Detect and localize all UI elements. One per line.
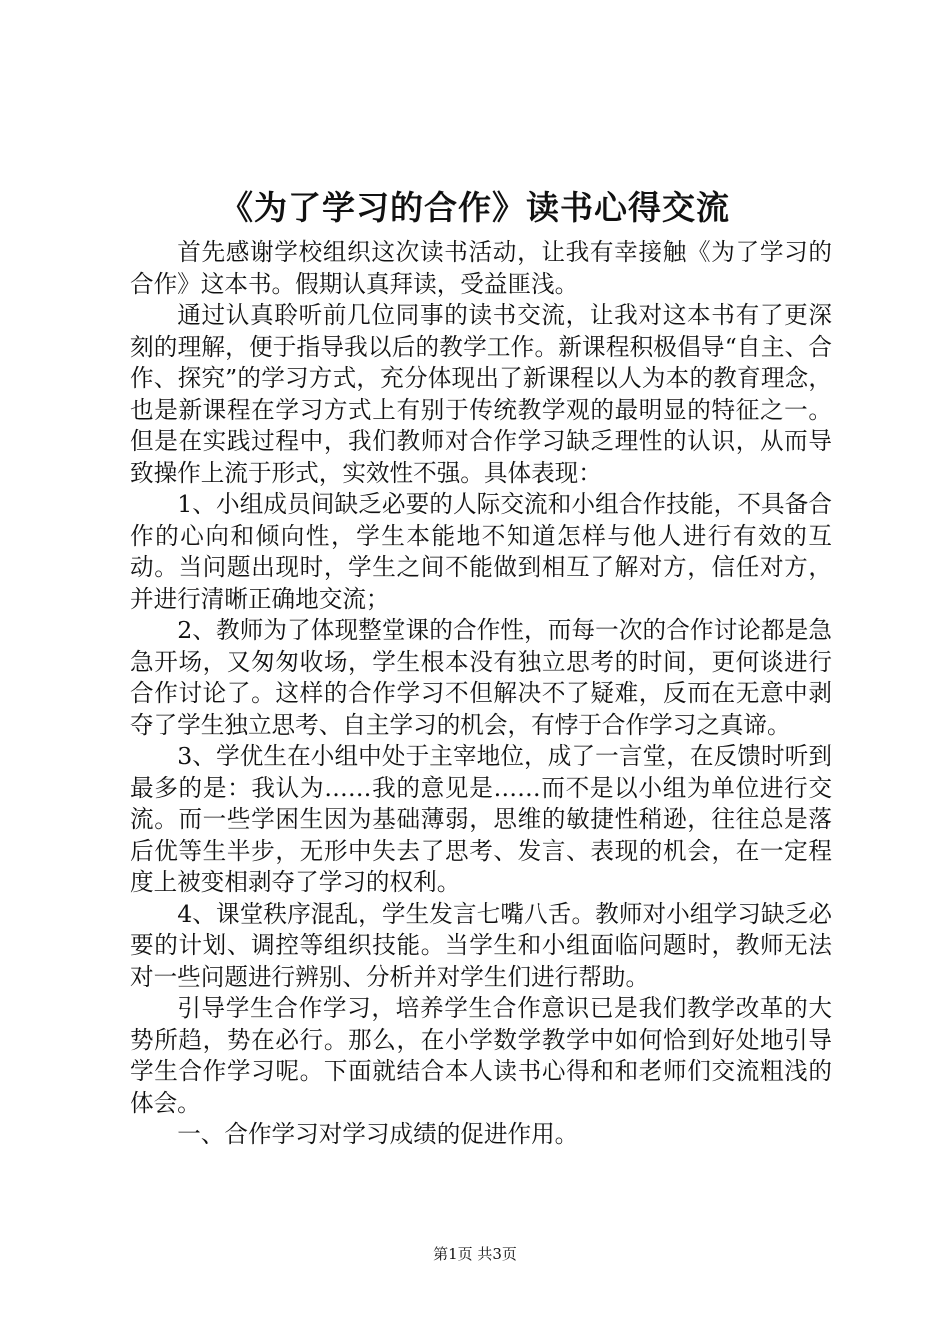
- paragraph: 3、学优生在小组中处于主宰地位，成了一言堂，在反馈时听到最多的是：我认为……我的意见是……而不是以小组为单位进行交流。而一些学困生因为基础薄弱，思维的敏捷性稍逊，往往总是落后优等生半步，无形中失去了思考、发言、表现的机会，在一定程度上被变相剥夺了学习的权利。: [130, 742, 832, 896]
- paragraph: 通过认真聆听前几位同事的读书交流，让我对这本书有了更深刻的理解，便于指导我以后的教学工作。新课程积极倡导“自主、合作、探究”的学习方式，充分体现出了新课程以人为本的教育理念，也是新课程在学习方式上有别于传统教学观的最明显的特征之一。但是在实践过程中，我们教师对合作学习缺乏理性的认识，从而导致操作上流于形式，实效性不强。具体表现：: [130, 301, 832, 487]
- document-title: 《为了学习的合作》读书心得交流: [220, 188, 730, 227]
- page-footer: 第1页 共3页: [433, 1245, 517, 1263]
- paragraph: 4、课堂秩序混乱，学生发言七嘴八舌。教师对小组学习缺乏必要的计划、调控等组织技能。当学生和小组面临问题时，教师无法对一些问题进行辨别、分析并对学生们进行帮助。: [130, 899, 832, 991]
- paragraph: 1、小组成员间缺乏必要的人际交流和小组合作技能，不具备合作的心向和倾向性，学生本能地不知道怎样与他人进行有效的互动。当问题出现时，学生之间不能做到相互了解对方，信任对方，并进行清晰正确地交流；: [130, 490, 832, 613]
- paragraph: 2、教师为了体现整堂课的合作性，而每一次的合作讨论都是急急开场，又匆匆收场，学生根本没有独立思考的时间，更何谈进行合作讨论了。这样的合作学习不但解决不了疑难，反而在无意中剥夺了学生独立思考、自主学习的机会，有悖于合作学习之真谛。: [130, 616, 832, 739]
- document-body: [130, 237, 832, 1151]
- paragraph: 引导学生合作学习，培养学生合作意识已是我们教学改革的大势所趋，势在必行。那么，在小学数学教学中如何恰到好处地引导学生合作学习呢。下面就结合本人读书心得和和老师们交流粗浅的体会。: [130, 994, 832, 1117]
- paragraph: 首先感谢学校组织这次读书活动，让我有幸接触《为了学习的合作》这本书。假期认真拜读，受益匪浅。: [130, 238, 832, 298]
- paragraph: 一、合作学习对学习成绩的促进作用。: [177, 1120, 579, 1148]
